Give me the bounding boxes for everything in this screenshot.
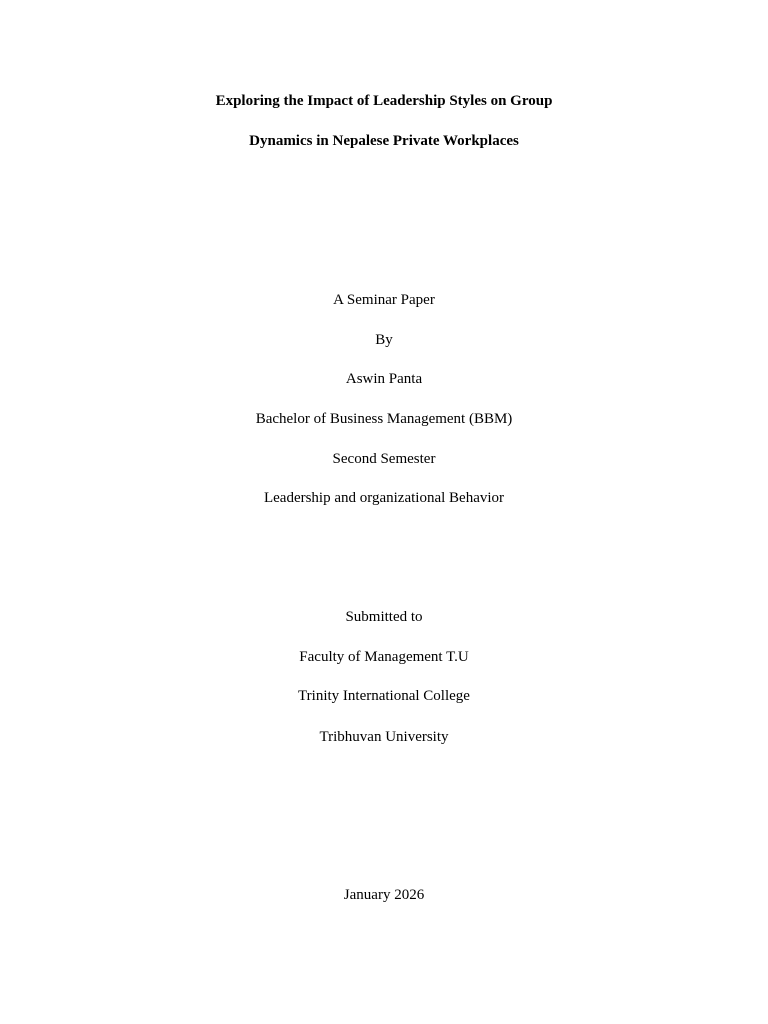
course-name: Leadership and organizational Behavior [263, 490, 505, 506]
university-name: Tribhuvan University [319, 729, 449, 745]
by-label: By [375, 332, 393, 348]
paper-title-line-2: Dynamics in Nepalese Private Workplaces [249, 133, 519, 149]
author-name: Aswin Panta [345, 371, 423, 387]
paper-title-line-1: Exploring the Impact of Leadership Styles on Group [215, 93, 553, 109]
submitted-to-label: Submitted to [345, 609, 423, 625]
college-name: Trinity International College [298, 688, 470, 704]
submission-date: January 2026 [343, 887, 425, 903]
faculty-name: Faculty of Management T.U [299, 649, 469, 665]
paper-type: A Seminar Paper [333, 292, 435, 308]
degree-program: Bachelor of Business Management (BBM) [255, 411, 513, 427]
semester: Second Semester [332, 451, 436, 467]
